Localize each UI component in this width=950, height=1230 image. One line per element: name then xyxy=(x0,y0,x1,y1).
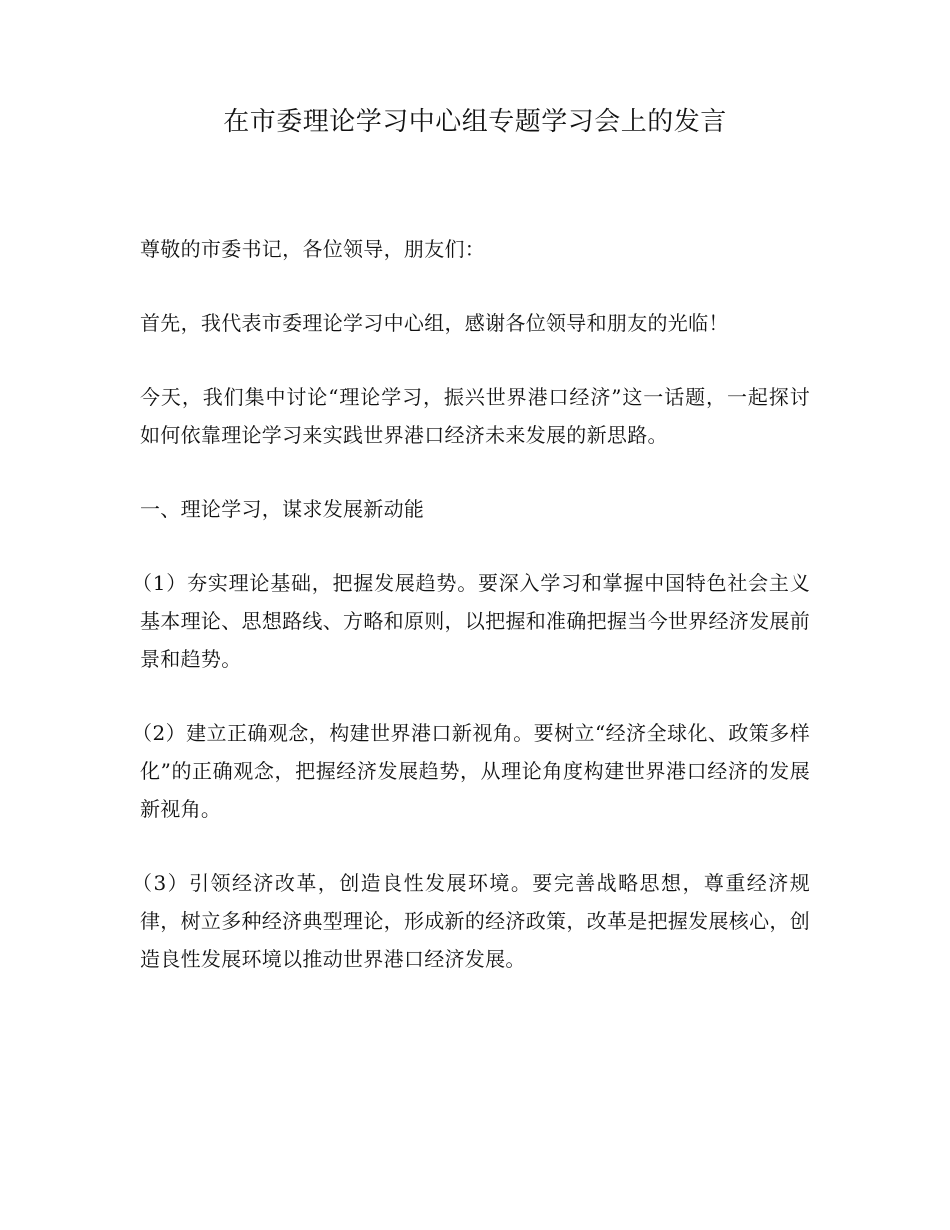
document-body xyxy=(132,230,810,978)
opening-paragraph: 首先，我代表市委理论学习中心组，感谢各位领导和朋友的光临！ xyxy=(140,311,729,335)
point-3-paragraph: （3）引领经济改革，创造良性发展环境。要完善战略思想，尊重经济规律，树立多种经济典型理论，形成新的经济政策，改革是把握发展核心，创造良性发展环境以推动世界港口经济发展。 xyxy=(132,871,810,971)
document-title: 在市委理论学习中心组专题学习会上的发言 xyxy=(223,107,727,137)
topic-paragraph: 今天，我们集中讨论“理论学习，振兴世界港口经济”这一话题，一起探讨如何依靠理论学习来实践世界港口经济未来发展的新思路。 xyxy=(140,385,810,447)
point-2-paragraph: （2）建立正确观念，构建世界港口新视角。要树立“经济全球化、政策多样化”的正确观念，把握经济发展趋势，从理论角度构建世界港口经济的发展新视角。 xyxy=(132,721,810,821)
section-heading: 一、理论学习，谋求发展新动能 xyxy=(140,497,425,521)
salutation-paragraph: 尊敬的市委书记，各位领导，朋友们： xyxy=(140,237,486,261)
point-1-paragraph: （1）夯实理论基础，把握发展趋势。要深入学习和掌握中国特色社会主义基本理论、思想路线、方略和原则，以把握和准确把握当今世界经济发展前景和趋势。 xyxy=(132,571,810,671)
